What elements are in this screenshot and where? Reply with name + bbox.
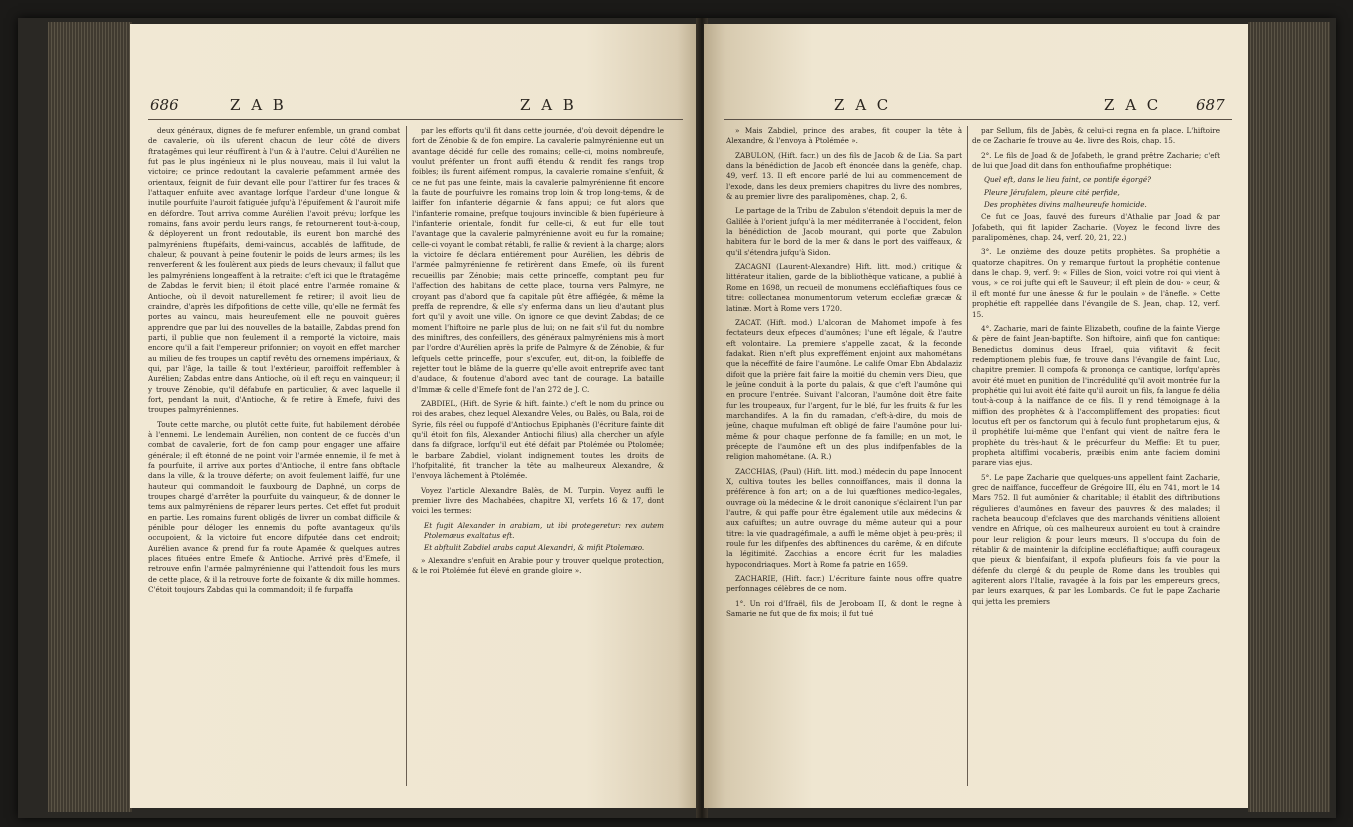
- paragraph: ZACAT. (Hift. mod.) L'alcoran de Mahomet impofe à fes fectateurs deux efpeces d'aumônes; l'une eft légale, & l'autre eft volontaire. La premiere s'appelle zacat, & la feconde fadakat. Rien n'eft plus expreffément enjoint aux mahométans que la néceffité de faire l'aumône. Le calife Omar Ebn Abdalaziz difoit que la prière fait faire la moitié du chemin vers Dieu, que le jeûne conduit à la porte du palais, & que c'eft l'aumône qui en procure l'entrée. Suivant l'alcoran, l'aumône doit être faite fur les troupeaux, fur l'argent, fur le blé, fur les fruits & fur les marchandifes. A la fin du ramadan, c'eft-à-dire, du mois de jeûne, chaque mufulman eft obligé de faire l'aumône pour lui-même & pour chaque perfonne de fa famille; en un mot, le précepte de l'aumône eft un des plus indifpenfables de la religion mahométane. (A. R.): [726, 317, 962, 462]
- right-page: [704, 24, 1248, 808]
- paragraph: ZABULON, (Hift. facr.) un des fils de Jacob & de Lia. Sa part dans la bénédiction de Jacob eft énoncée dans la genèfe, chap. 49, verf. 13. Il eft encore parlé de lui au commencement de l'exode, dans les deux premiers chapitres du livre des nombres, & au premier livre des paralipomènes, chap. 2, 6.: [726, 150, 962, 202]
- paragraph: ZABDIEL, (Hift. de Syrie & hift. fainte.) c'eft le nom du prince ou roi des arabes, chez lequel Alexandre Veles, ou Balès, ou Bala, roi de Syrie, fils réel ou fuppofé d'Antiochus Epiphanès (l'écriture fainte dit qu'il étoit fon fils, Alexander Antiochi filius) alla chercher un afyle dans fa difgrace, lorfqu'il eut été défait par Ptolémée ou Ptolomée; le barbare Zabdiel, violant indignement toutes les droits de l'hofpitalité, fit trancher la tête au malheureux Alexandre, & l'envoya lâchement à Ptolémée.: [412, 398, 664, 481]
- left-page-edges: [48, 22, 132, 812]
- paragraph: ZACHARIE, (Hift. facr.) L'écriture fainte nous offre quatre perfonnages célèbres de ce nom.: [726, 574, 962, 594]
- right-column-2: [972, 126, 1220, 806]
- right-head-rule: [724, 119, 1232, 120]
- paragraph: » Mais Zabdiel, prince des arabes, fit couper la tête à Alexandre, & l'envoya à Ptolémée ».: [726, 126, 962, 146]
- left-page: [130, 24, 700, 808]
- paragraph: Et fugit Alexander in arabiam, ut ibi protegeretur: rex autem Ptolemæus exaltatus eft.: [424, 520, 664, 541]
- paragraph: ZACCHIAS, (Paul) (Hift. litt. mod.) médecin du pape Innocent X, cultiva toutes les belles connoiffances, mais il donna la préférence à fon art; on a de lui quæftiones medico-legales, ouvrage où la médecine & le droit canonique s'éclairent l'un par l'autre, & qui paffe pour être également utile aux médecins & aux cafuiftes; un autre ouvrage du même auteur qui a pour titre: la vie quadragéfimale, a auffi le même objet à peu-près; il roule fur les difpenfes des abftinences du carême, & en difcute la légitimité. Zacchias a encore écrit fur les maladies hypocondriaques. Mort à Rome fa patrie en 1659.: [726, 466, 962, 569]
- paragraph: 2°. Le fils de Joad & de Jofabeth, le grand prêtre Zacharie; c'eft de lui que Joad dit dans fon enthoufiafme prophétique:: [972, 150, 1220, 171]
- paragraph: Quel eft, dans le lieu faint, ce pontife égorgé?: [984, 175, 1151, 185]
- left-page-number: 686: [150, 96, 179, 114]
- paragraph: Des prophètes divins malheureufe homicide.: [984, 200, 1147, 210]
- paragraph: deux généraux, dignes de fe mefurer enfemble, un grand combat de cavalerie, où ils uferent chacun de leur côté de divers ftratagêmes qui leur réuffirent à l'un & à l'autre. Celui d'Aurélien ne fut pas le plus ingénieux ni le plus nouveau, mais il lui valut la victoire; ce prince redoutant la cavalerie pefamment armée des orientaux, feignit de fuir devant elle pour l'attirer fur fes traces & l'attaquer enfuite avec avantage lorfque l'ardeur d'une longue & inutile pourfuite l'auroit fatiguée jufqu'à l'épuifement & l'auroit mife en défordre. Tout arriva comme Aurélien l'avoit prévu; lorfque les romains, fans avoir perdu leurs rangs, fe retournerent tout-à-coup, & déployerent un front redoutable, ils eurent bon marché des palmyréniens ftupéfaits, demi-vaincus, accablés de laffitude, de chaleur, & pouvant à peine foutenir le poids de leurs armes; ils les renverferent & les foulèrent aux pieds de leurs chevaux; il fallut que les palmyréniens longeaffent à la retraite: c'eft ici que le ftratagême de Zabdas le fervit bien; il étoit placé entre l'armée romaine & Antioche, où il devoit naturellement fe retirer; il avoit lieu de craindre, d'après les difpofitions de cette ville, qu'elle ne fermât fes portes au vaincu, mais heureufement elle ne pouvoit guères apprendre que par lui des nouvelles de la bataille, Zabdas prend fon parti, il publie que non feulement il a remporté la victoire, mais encore qu'il a fait l'empereur prifonnier; on voyoit en effet marcher au milieu de fes troupes un captif revêtu des ornemens impériaux, & qui, par l'âge, la taille & tout l'extérieur, paroiffoit reffembler à Aurélien; Zabdas entre dans Antioche, où il eft reçu en vainqueur; il y trouve Zénobie, qu'il défabufe en particulier, & avec laquelle il fort, pendant la nuit, d'Antioche, & fe retire à Emefe, fuivi des troupes palmyréniennes.: [148, 126, 400, 415]
- paragraph: 4°. Zacharie, mari de fainte Elizabeth, coufine de la fainte Vierge & père de faint Jean-baptifte. Son hiftoire, ainfi que fon cantique: Benedictus dominus deus Ifrael, quia vifitavit & fecit redemptionem plebis fuæ, fe trouve dans l'évangile de faint Luc, chapitre premier. Il compofa & prononça ce cantique, lorfqu'après avoir été muet en punition de l'incrédulité qu'il avoit montrée fur la prophétie qui lui avoit été faite qu'il auroit un fils, fa langue fe délia tout-à-coup à la naiffance de ce fils. Il y rend témoignage à la miffion des prophètes & à l'accompliffement des propaties: ficut locutus eft per os fanctorum qui à feculo funt prophetarum ejus, & il prophétife lui-même que l'enfant qui vient de naître fera le prophète du très-haut & le précurfeur du Meffie: Et tu puer, propheta altiffimi vocaberis, præibis enim ante faciem domini parare vias ejus.: [972, 323, 1220, 468]
- paragraph: Toute cette marche, ou plutôt cette fuite, fut habilement dérobée à l'ennemi. Le lendemain Aurélien, non content de ce fuccès d'un combat de cavalerie, fort de fon camp pour engager une affaire générale; il eft étonné de ne point voir l'armée ennemie, il fe met à fa pourfuite, il arrive aux portes d'Antioche, il entre fans obftacle dans la ville, & la trouve déferte; on avoit feulement laiffé, fur une hauteur qui commandoit le fauxbourg de Daphné, un corps de troupes chargé d'arrêter la pourfuite du vainqueur, & de donner le tems aux palmyréniens de réparer leurs pertes. Cet effet fut produit en partie. Les romains furent obligés de livrer un combat difficile & pénible pour déloger les ennemis du pofte avantageux qu'ils occupoient, & la victoire fut encore difputée dans cet endroit; Aurélien avance & prend fur fa route Apamée & quelques autres places fituées entre Emefe & Antioche. Arrivé près d'Emefe, il retrouve enfin l'armée palmyrénienne qui l'attendoit fous les murs de cette place, & il la retrouve forte de foixante & dix mille hommes. C'étoit toujours Zabdas qui la commandoit; il fe furpaffa: [148, 419, 400, 595]
- right-column-divider: [967, 126, 968, 786]
- left-column-divider: [406, 126, 407, 786]
- left-running-head: [130, 96, 700, 118]
- paragraph: 5°. Le pape Zacharie que quelques-uns appellent faint Zacharie, grec de naiffance, fucceffeur de Grégoire III, élu en 741, mort le 14 Mars 752. Il fut aumônier & charitable; il établit des diftributions régulieres d'aumônes en faveur des pauvres & des malades; il racheta beaucoup d'efclaves que des marchands vénitiens alloient vendre en Afrique, où ces malheureux auroient eu tout à craindre pour leur religion & pour leurs mœurs. Il s'occupa du foin de rétablir & de maintenir la difcipline eccléfiaftique; auffi courageux que pieux & bienfaifant, il expofa plufieurs fois fa vie pour la défenfe du clergé & du peuple de Rome dans les troubles qui agiterent alors l'Italie, ravagée à la fois par les empereurs grecs, par leurs exarques, & par les Lombards. Ce fut le pape Zacharie qui jetta les premiers: [972, 472, 1220, 606]
- left-column-1: [148, 126, 400, 806]
- right-head-word-2: Z A C: [1104, 96, 1162, 114]
- right-page-number: 687: [1196, 96, 1225, 114]
- right-head-word-1: Z A C: [834, 96, 892, 114]
- left-head-rule: [148, 119, 683, 120]
- paragraph: » Alexandre s'enfuit en Arabie pour y trouver quelque protection, & le roi Ptolémée fut élevé en grande gloire ».: [412, 555, 664, 576]
- paragraph: Voyez l'article Alexandre Balès, de M. Turpin. Voyez auffi le premier livre des Machabées, chapitre XI, verfets 16 & 17, dont voici les termes:: [412, 485, 664, 516]
- book-spread: [18, 18, 1336, 818]
- paragraph: Pleure Jérufalem, pleure cité perfide,: [984, 187, 1120, 197]
- paragraph: 3°. Le onzième des douze petits prophètes. Sa prophétie a quatorze chapitres. On y remarque furtout la prophétie contenue dans le chap. 9, verf. 9: « Filles de Sion, voici votre roi qui vient à vous, » ce roi jufte qui eft le Sauveur; il eft plein de dou- » ceur, & il eft monté fur une ânesse & fur le poulain » de l'ânefle. » Cette prophétie eft rappellée dans l'évangile de S. Jean, chap. 12, verf. 15.: [972, 247, 1220, 319]
- right-page-edges: [1248, 22, 1330, 812]
- paragraph: Et abftulit Zabdiel arabs caput Alexandri, & mifit Ptolemæo.: [424, 543, 645, 553]
- right-column-1: [726, 126, 962, 806]
- right-running-head: [704, 96, 1248, 118]
- paragraph: par les efforts qu'il fit dans cette journée, d'où devoit dépendre le fort de Zénobie & de fon empire. La cavalerie palmyrénienne eut un avantage décidé fur celle des romains; celle-ci, moins nombreufe, voulut préfenter un front auffi étendu & rendit fes rangs trop foibles; ils furent aifément rompus, la cavalerie romaine s'enfuit, & ce ne fut pas une feinte, mais la cavalerie palmyrénienne fit encore la faute de pourfuivre les romains trop loin & trop long-tems, & de laiffer fon infanterie dégarnie & fans appui; ce fut alors que l'infanterie romaine, prefque toujours invincible & bien fupérieure à l'infanterie orientale, fondit fur celle-ci, & eut fur elle tout l'avantage que la cavalerie palmyrénienne avoit eu fur la romaine; celle-ci voyant le combat rétabli, fe rallie & revient à la charge; alors la victoire fe déclara entiérement pour Aurélien, les débris de l'armée palmyrénienne fe retirèrent dans Emefe, où ils furent recueillis par Zénobie; mais cette princeffe, comptant peu fur l'affection des habitans de cette place, tourna vers Palmyre, ne croyant pas d'abord que fa capitale pût être affiégée, & même la preffa de reprendre, & elle s'y enferma dans un lieu d'autant plus fort qu'il y avoit une ville. On ignore ce que devint Zabdas; de ce moment l'hiftoire ne parle plus de lui; on ne fait s'il fut du nombre des miniftres, des confeillers, des généraux palmyréniens mis à mort par l'ordre d'Aurélien après la prife de Palmyre & de Zénobie, & fur lefquels cette princeffe, pour s'excufer, eut, dit-on, la foibleffe de rejetter tout le blâme de la guerre qu'elle avoit entreprife avec tant d'audace, & foutenue d'abord avec tant de courage. La bataille d'Immæ & celle d'Emefe font de l'an 272 de J. C.: [412, 126, 664, 394]
- left-head-word-1: Z A B: [230, 96, 287, 114]
- paragraph: Ce fut ce Joas, fauvé des fureurs d'Athalie par Joad & par Jofabeth, qui fit lapider Zacharie. (Voyez le fecond livre des paralipomènes, chap. 24, verf. 20, 21, 22.): [972, 212, 1220, 243]
- paragraph: Le partage de la Tribu de Zabulon s'étendoit depuis la mer de Galilée à l'orient jufqu'à la mer méditerranée à l'occident, felon la bénédiction de Jacob mourant, qui porte que Zabulon habitera fur le bord de la mer & dans le port des vaiffeaux, & qu'il s'étendra jufqu'à Sidon.: [726, 206, 962, 257]
- left-head-word-2: Z A B: [520, 96, 577, 114]
- paragraph: par Sellum, fils de Jabès, & celui-ci regna en fa place. L'hiftoire de ce Zacharie fe trouve au 4e. livre des Rois, chap. 15.: [972, 126, 1220, 146]
- left-column-2: [412, 126, 664, 806]
- paragraph: 1°. Un roi d'Ifraël, fils de Jeroboam II, & dont le regne à Samarie ne fut que de fix mois; il fut tué: [726, 598, 962, 619]
- paragraph: ZACAGNI (Laurent-Alexandre) Hift. litt. mod.) critique & littérateur italien, garde de la bibliothèque vaticane, a publié à Rome en 1698, un recueil de monumens eccléfiaftiques fous ce titre: collectanea monumentorum veterum ecclefiæ græcæ & latinæ. Mort à Rome vers 1720.: [726, 262, 962, 313]
